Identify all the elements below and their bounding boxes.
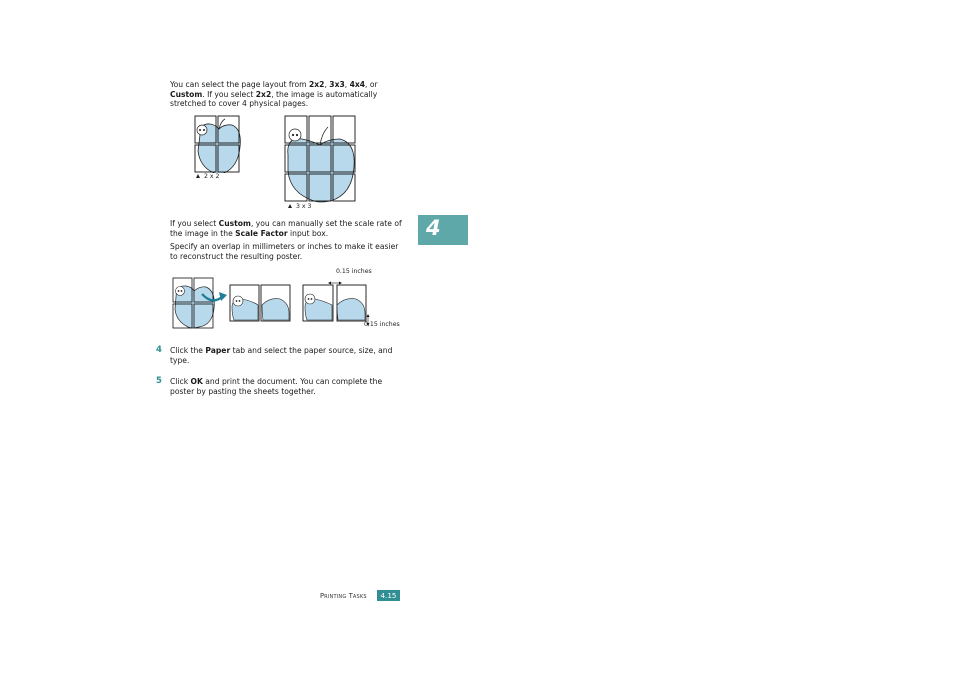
option-4x4: 4x4 [349, 80, 366, 89]
overlap-paragraph: Specify an overlap in millimeters or inches to make it easier to reconstruct the resulting poster. [170, 242, 399, 261]
triangle-icon [288, 204, 292, 208]
step-5-text-1: Click [170, 377, 191, 386]
intro-sep-1: , [324, 80, 330, 89]
step-4-text-2: tab and select the paper source, size, and type. [170, 346, 393, 365]
overlapped-sheets [303, 282, 370, 327]
step-4-number: 4 [156, 345, 162, 355]
custom-paragraph [170, 219, 402, 238]
intro-sep-2: , [344, 80, 350, 89]
custom-text-1: If you select [170, 219, 219, 228]
chapter-tab [418, 215, 468, 245]
overlap-top-measure: 0.15 inches [336, 268, 372, 275]
triangle-icon [196, 174, 200, 178]
step-5-number: 5 [156, 376, 162, 386]
poster-3x3-illustration [284, 115, 358, 203]
intro-text-1: You can select the page layout from [170, 80, 309, 89]
option-3x3: 3x3 [329, 80, 345, 89]
caption-2x2 [196, 173, 219, 180]
custom-bold: Custom [218, 219, 251, 228]
option-2x2: 2x2 [308, 80, 325, 89]
step-5-text [170, 377, 402, 396]
caption-3x3-text: 3 x 3 [296, 203, 312, 210]
chapter-number: 4 [426, 216, 441, 240]
custom-text-3: input box. [287, 228, 329, 238]
source-poster-thumbnail [173, 278, 214, 328]
intro-text-3: , the image is automatically stretched to cover 4 physical pages. [170, 89, 378, 109]
footer-section-title: Printing Tasks [320, 592, 367, 600]
option-2x2-again: 2x2 [255, 89, 272, 99]
step-5-text-2: and print the document. You can complete the poster by pasting the sheets together. [170, 377, 383, 396]
custom-text-2: , you can manually set the scale rate of the image in the [170, 219, 402, 238]
ok-bold: OK [190, 377, 203, 386]
paper-tab-bold: Paper [205, 346, 231, 355]
step-4-text [170, 346, 402, 365]
separated-sheets [230, 285, 290, 321]
caption-3x3 [288, 203, 311, 210]
poster-2x2-illustration [194, 115, 244, 175]
scale-factor-bold: Scale Factor [235, 228, 288, 238]
footer-page-number: 4.15 [377, 590, 400, 601]
overlap-bottom-measure: 0.15 inches [364, 321, 400, 328]
overlap-illustration [172, 277, 372, 332]
intro-paragraph [170, 80, 402, 109]
intro-sep-3: , or [365, 80, 378, 89]
intro-text-2: . If you select [202, 89, 256, 99]
step-4-text-1: Click the [170, 346, 206, 355]
caption-2x2-text: 2 x 2 [204, 173, 220, 180]
option-custom: Custom [170, 89, 203, 99]
